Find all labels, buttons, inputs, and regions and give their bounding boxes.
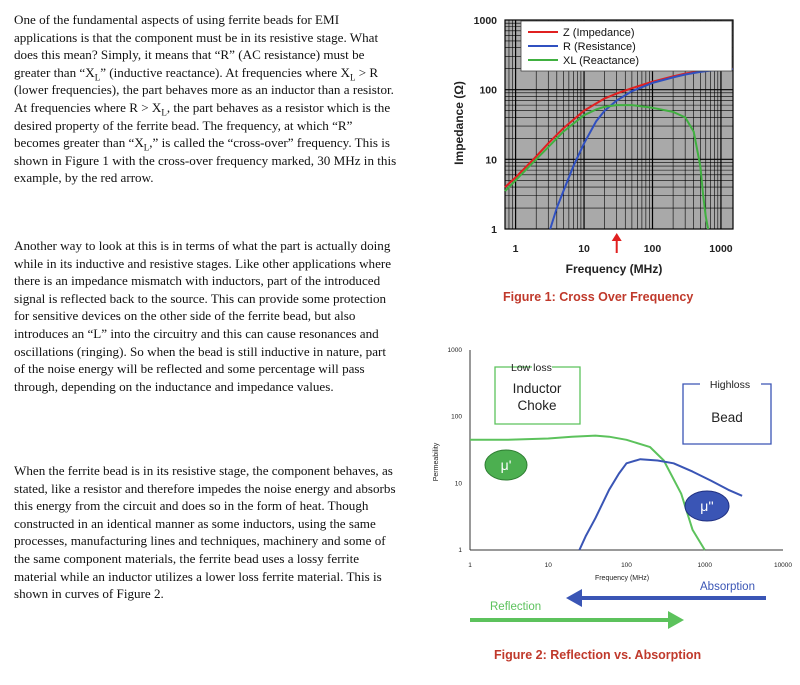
x-axis-label: Frequency (MHz): [594, 575, 650, 582]
subscript: L: [349, 72, 356, 83]
low-loss-title: Low loss: [511, 362, 552, 374]
y-tick-label: 1000: [473, 15, 497, 27]
bead-label: Bead: [711, 410, 743, 425]
subscript: L: [143, 142, 150, 153]
mu-double-prime-badge: [685, 491, 729, 521]
low-loss-box: [495, 362, 580, 424]
choke-label: Choke: [517, 398, 557, 413]
subscript: L: [161, 107, 167, 118]
y-tick-label: 10: [485, 154, 497, 167]
legend-entry: Z (Impedance): [563, 27, 635, 39]
x-tick-label: 10: [544, 562, 552, 569]
subscript: L: [94, 72, 101, 83]
svg-text:μ': μ': [500, 457, 512, 473]
paragraph-resistive-stage: When the ferrite bead is in its resistive stage, the component behaves, as stated, like a resistor and therefore impedes the noise energy and absorbs this energy from the circuit and does so in the form of heat. Though constructed in an identical manner as some inductors, using the same processes, manufacturing lines and techniques, machinery and some of the same component materials, the ferrite bead uses a lossy ferrite material while an inductor utilizes a lower loss ferrite material. This is shown in curves of Figure 2.: [14, 463, 396, 602]
crossover-arrow: [612, 233, 622, 253]
chart-legend: [521, 21, 732, 71]
y-axis-label: Impedance (Ω): [452, 81, 466, 165]
legend-entry: R (Resistance): [563, 41, 636, 53]
figure-1-impedance-chart: [440, 6, 790, 284]
reflection-label: Reflection: [490, 601, 542, 613]
figure-1-caption: Figure 1: Cross Over Frequency: [503, 290, 694, 304]
x-tick-label: 1000: [697, 562, 712, 569]
y-tick-label: 100: [479, 84, 497, 97]
x-tick-label: 100: [643, 243, 662, 255]
high-loss-box: [683, 379, 771, 444]
y-tick-label: 1: [458, 547, 462, 554]
x-tick-label: 10: [578, 243, 590, 255]
x-tick-label: 1000: [709, 243, 733, 255]
y-axis-label: Permeability: [433, 442, 440, 482]
x-tick-label: 100: [621, 562, 632, 569]
high-loss-title: Highloss: [709, 379, 751, 391]
paragraph-text-run: , the part behaves as a resistor which is the desired property of the ferrite bead. The frequency, at which “R” becomes greater than “X: [14, 99, 391, 151]
paragraph-text-run: One of the fundamental aspects of using ferrite beads for EMI applications is that the component must be in its resistive stage. What does this mean? Simply, it means that “R” (AC resistance) must be greater than “X: [14, 12, 379, 80]
legend-entry: XL (Reactance): [563, 55, 640, 67]
inductor-label: Inductor: [512, 381, 562, 396]
x-tick-label: 10000: [773, 562, 793, 569]
svg-text:μ'': μ'': [700, 498, 714, 514]
reflection-arrow: [470, 601, 684, 629]
y-tick-label: 10: [454, 480, 462, 488]
x-tick-label: 1: [468, 562, 472, 569]
paragraph-text-run: ,” is called the “cross-over” frequency. This is shown in Figure 1 with the cross-over frequency marked, 30 MHz in this example, by the red arrow.: [14, 135, 397, 186]
y-tick-label: 100: [451, 413, 462, 421]
paragraph-crossover: [14, 11, 400, 187]
mu-prime-badge: [485, 450, 527, 480]
figure-2-permeability-chart: [428, 340, 793, 640]
absorption-label: Absorption: [700, 581, 755, 593]
figure-2-caption: Figure 2: Reflection vs. Absorption: [494, 648, 702, 662]
paragraph-text-run: > R (lower frequencies), the part behaves more as an inductor than a resistor. At frequencies where R > X: [14, 64, 394, 115]
absorption-arrow: [566, 581, 766, 607]
x-tick-label: 1: [512, 243, 519, 255]
paragraph-inductive-stage: Another way to look at this is in terms of what the part is actually doing while in its inductive and resistive stages. Like other applications where there is an impedance mismatch with inductors, part of the introduced signal is reflected back to the source. This can provide some protection for sensitive devices on the other side of the ferrite bead, but also introduces an “L” into the circuitry and this can cause resonances and oscillations (ringing). So when the bead is still inductive in nature, part of the noise energy will be reflected and some percentage will pass through, depending on the inductance and impedance values.: [14, 238, 392, 394]
paragraph-text-run: ” (inductive reactance). At frequencies where X: [100, 64, 350, 80]
x-axis-label: Frequency (MHz): [565, 262, 663, 276]
y-tick-label: 1: [491, 224, 497, 236]
y-tick-label: 1000: [447, 347, 462, 354]
